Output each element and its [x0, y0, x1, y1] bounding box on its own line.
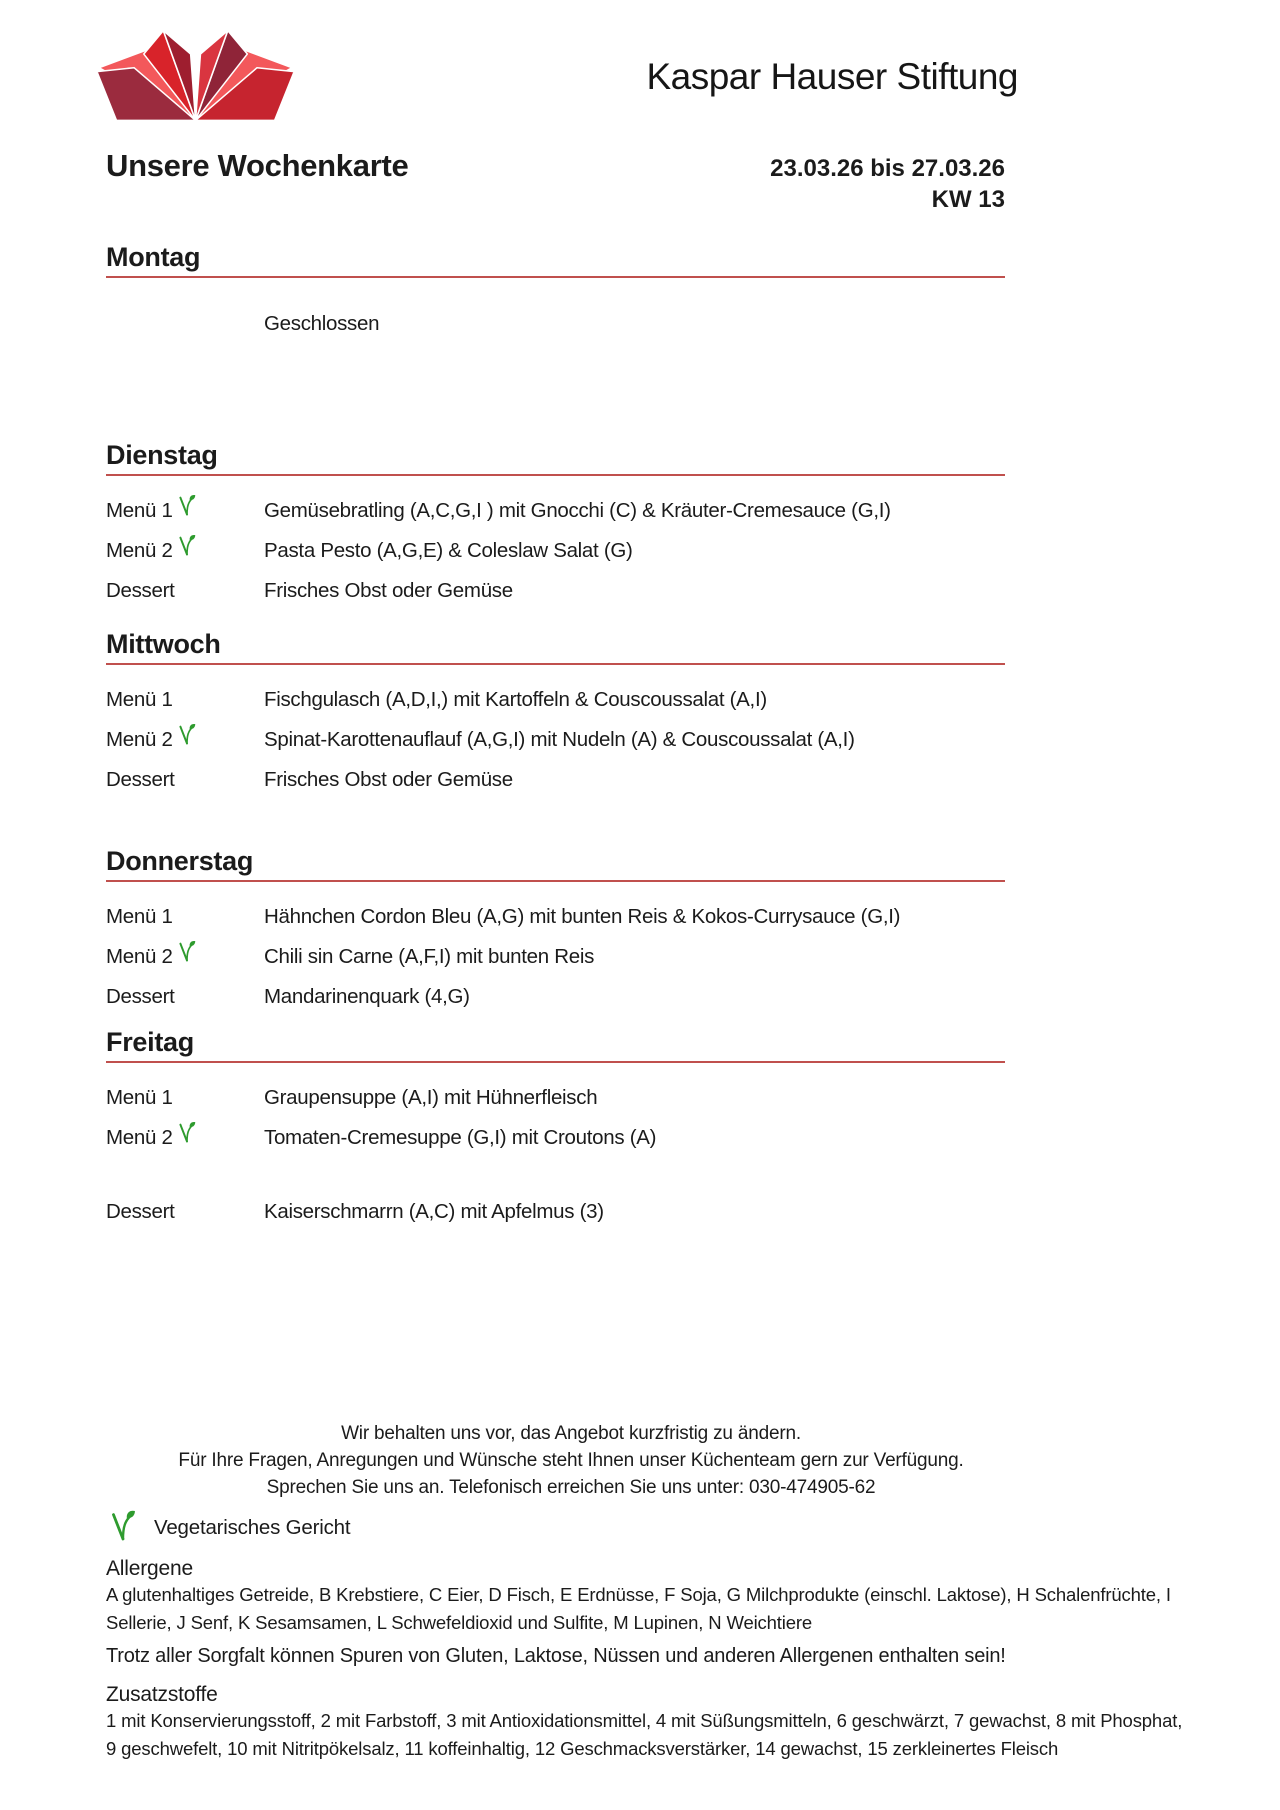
menu-row [106, 1118, 1005, 1158]
menu-row [106, 304, 1005, 344]
day-section-montag [106, 242, 1005, 344]
menu-row-text: Hähnchen Cordon Bleu (A,G) mit bunten Reis & Kokos-Currysauce (G,I) [264, 905, 901, 928]
additives-line: 9 geschwefelt, 10 mit Nitritpökelsalz, 11 koffeinhaltig, 12 Geschmacksverstärker, 14 gewachst, 15 zerkleinertes Fleisch [106, 1738, 1059, 1759]
menu-row-label: Menü 1 [106, 905, 173, 928]
menu-row [106, 760, 1005, 800]
menu-row [106, 720, 1005, 760]
date-range: 23.03.26 bis 27.03.26 [770, 155, 1005, 182]
additives-title: Zusatzstoffe [106, 1683, 218, 1706]
day-heading-mittwoch: Mittwoch [106, 629, 1005, 665]
footer-notes [106, 1420, 1036, 1501]
menu-row-text: Tomaten-Cremesuppe (G,I) mit Croutons (A) [264, 1126, 657, 1149]
menu-row [106, 1192, 1005, 1232]
menu-row [106, 897, 1005, 937]
footer-note-line: Für Ihre Fragen, Anregungen und Wünsche steht Ihnen unser Küchenteam gern zur Verfügung. [178, 1450, 964, 1471]
vegetarian-icon [178, 938, 196, 965]
vegetarian-icon [178, 721, 196, 748]
menu-row [106, 977, 1005, 1017]
additives-lines [106, 1707, 1183, 1763]
menu-row-label: Menü 1 [106, 688, 173, 711]
menu-row-text: Graupensuppe (A,I) mit Hühnerfleisch [264, 1086, 598, 1109]
menu-row-label: Menü 2 [106, 1125, 264, 1152]
vegetarian-icon [110, 1509, 136, 1543]
allergens-title: Allergene [106, 1557, 193, 1580]
day-section-mittwoch [106, 629, 1005, 800]
menu-row-text: Spinat-Karottenauflauf (A,G,I) mit Nudeln (A) & Couscoussalat (A,I) [264, 728, 855, 751]
menu-row-label: Dessert [106, 579, 175, 602]
menu-row-label: Dessert [106, 768, 175, 791]
vegetarian-legend [106, 1511, 1005, 1545]
menu-row [106, 491, 1005, 531]
kaspar-hauser-logo [95, 28, 300, 125]
menu-row [106, 571, 1005, 611]
menu-row-label: Menü 2 [106, 538, 264, 565]
allergens-line: A glutenhaltiges Getreide, B Krebstiere, C Eier, D Fisch, E Erdnüsse, F Soja, G Milchprodukte (einschl. Laktose), H Schalenfrüchte, I [106, 1584, 1171, 1605]
menu-row-label: Dessert [106, 985, 175, 1008]
day-heading-montag: Montag [106, 242, 1005, 278]
menu-row-text: Geschlossen [264, 312, 380, 335]
brand-title: Kaspar Hauser Stiftung [646, 56, 1018, 97]
menu-row-label: Menü 1 [106, 1086, 173, 1109]
additives-line: 1 mit Konservierungsstoff, 2 mit Farbstoff, 3 mit Antioxidationsmittel, 4 mit Süßungsmitteln, 6 geschwärzt, 7 gewachst, 8 mit Phosphat, [106, 1710, 1183, 1731]
allergens-line: Sellerie, J Senf, K Sesamsamen, L Schwefeldioxid und Sulfite, M Lupinen, N Weichtiere [106, 1612, 813, 1633]
menu-row [106, 531, 1005, 571]
day-section-dienstag [106, 440, 1005, 611]
vegetarian-icon [178, 1119, 196, 1146]
menu-row-text: Frisches Obst oder Gemüse [264, 768, 513, 791]
day-heading-freitag: Freitag [106, 1027, 1005, 1063]
menu-row [106, 937, 1005, 977]
menu-row [106, 680, 1005, 720]
menu-row-text: Fischgulasch (A,D,I,) mit Kartoffeln & Couscoussalat (A,I) [264, 688, 767, 711]
menu-row-label: Dessert [106, 1200, 175, 1223]
fine-print [106, 1557, 1183, 1763]
allergens-lines [106, 1581, 1171, 1637]
vegetarian-icon [178, 532, 196, 559]
menu-row-text: Gemüsebratling (A,C,G,I ) mit Gnocchi (C) & Kräuter-Cremesauce (G,I) [264, 499, 891, 522]
vegetarian-icon [178, 492, 196, 519]
title-row [106, 148, 1005, 184]
footer-note-line: Wir behalten uns vor, das Angebot kurzfristig zu ändern. [341, 1423, 801, 1444]
day-heading-donnerstag: Donnerstag [106, 846, 1005, 882]
day-heading-dienstag: Dienstag [106, 440, 1005, 476]
menu-row-text: Frisches Obst oder Gemüse [264, 579, 513, 602]
menu-row [106, 1078, 1005, 1118]
calendar-week: KW 13 [931, 186, 1005, 213]
menu-row-label: Menü 2 [106, 944, 264, 971]
day-section-donnerstag [106, 846, 1005, 1017]
days [106, 242, 1005, 1232]
page-header [0, 0, 1280, 128]
menu-row-label: Menü 2 [106, 727, 264, 754]
day-section-freitag [106, 1027, 1005, 1232]
menu-row-text: Mandarinenquark (4,G) [264, 985, 470, 1008]
menu-row-label: Menü 1 [106, 498, 264, 525]
menu-row-text: Chili sin Carne (A,F,I) mit bunten Reis [264, 945, 595, 968]
menu-row-text: Kaiserschmarrn (A,C) mit Apfelmus (3) [264, 1200, 604, 1223]
allergen-warning: Trotz aller Sorgfalt können Spuren von Gluten, Laktose, Nüssen und anderen Allergenen enthalten sein! [106, 1645, 1006, 1667]
page-title: Unsere Wochenkarte [106, 148, 409, 183]
menu-row-text: Pasta Pesto (A,G,E) & Coleslaw Salat (G) [264, 539, 633, 562]
vegetarian-legend-label: Vegetarisches Gericht [154, 1516, 351, 1539]
footer-note-line: Sprechen Sie uns an. Telefonisch erreichen Sie uns unter: 030-474905-62 [266, 1477, 876, 1498]
